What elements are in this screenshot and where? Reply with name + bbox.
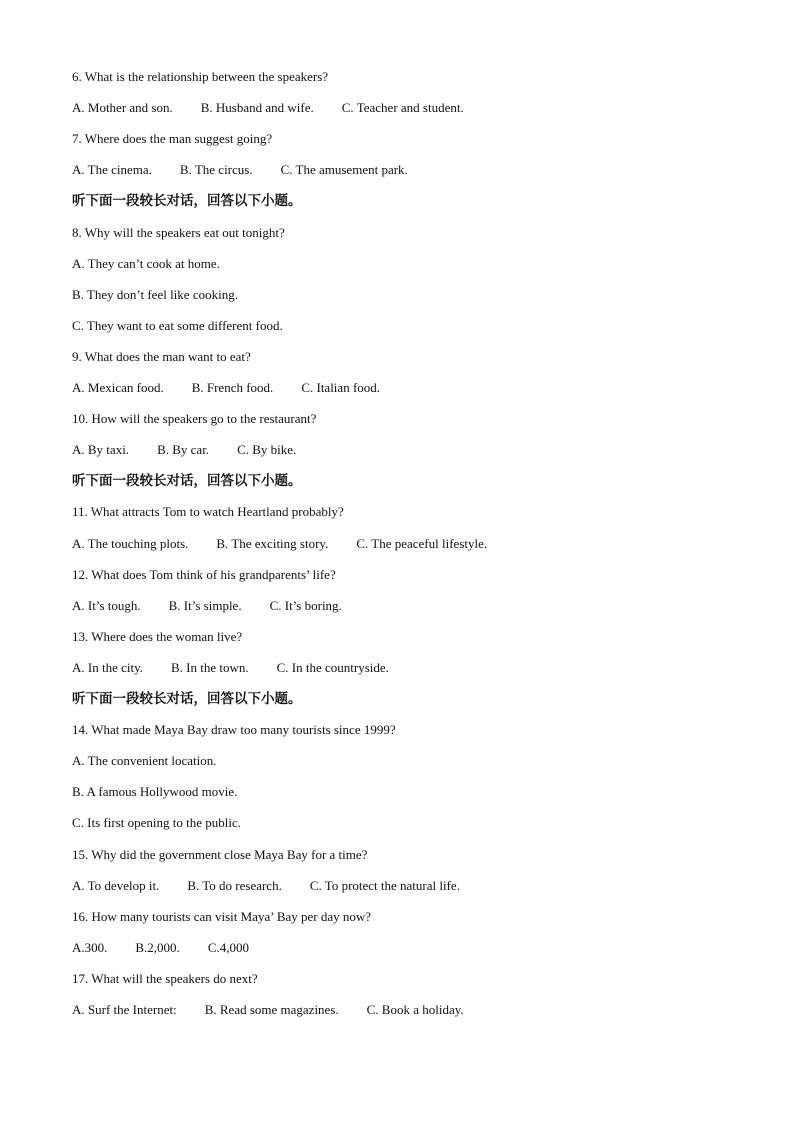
answer-option: B.2,000. xyxy=(135,939,180,955)
section-heading: 听下面一段较长对话，回答以下小题。 xyxy=(72,473,302,490)
options-row xyxy=(72,940,249,956)
question-line: 10. How will the speakers go to the restaurant? xyxy=(72,411,317,427)
answer-option: A. It’s tough. xyxy=(72,597,141,613)
question-line: 14. What made Maya Bay draw too many tourists since 1999? xyxy=(72,722,396,738)
answer-option: B. Read some magazines. xyxy=(204,1002,339,1017)
answer-option: B. By car. xyxy=(157,442,210,458)
answer-option: A. The cinema. xyxy=(72,162,152,178)
answer-option: C. The peaceful lifestyle. xyxy=(356,535,488,551)
answer-option: C. Teacher and student. xyxy=(341,100,464,116)
answer-option: C. It’s boring. xyxy=(269,597,342,613)
answer-option: B. French food. xyxy=(191,380,274,395)
options-row xyxy=(72,162,408,178)
answer-option: C. Book a holiday. xyxy=(366,1002,464,1017)
question-line: A. The convenient location. xyxy=(72,753,217,769)
answer-option: C. By bike. xyxy=(237,442,297,458)
question-line: B. A famous Hollywood movie. xyxy=(72,784,238,800)
options-row xyxy=(72,878,460,894)
question-line: 11. What attracts Tom to watch Heartland probably? xyxy=(72,504,344,520)
options-row xyxy=(72,1002,464,1018)
answer-option: C. The amusement park. xyxy=(280,162,408,178)
answer-option: C. To protect the natural life. xyxy=(309,877,460,893)
question-line: 7. Where does the man suggest going? xyxy=(72,131,273,147)
answer-option: A. To develop it. xyxy=(72,877,160,893)
question-line: 6. What is the relationship between the speakers? xyxy=(72,69,329,84)
section-heading: 听下面一段较长对话，回答以下小题。 xyxy=(72,691,302,707)
question-line: 16. How many tourists can visit Maya’ Bay per day now? xyxy=(72,908,372,924)
answer-option: B. To do research. xyxy=(187,877,282,893)
question-line: 8. Why will the speakers eat out tonight? xyxy=(72,224,285,240)
question-line: 9. What does the man want to eat? xyxy=(72,348,251,364)
section-heading: 听下面一段较长对话，回答以下小题。 xyxy=(72,193,302,210)
answer-option: A. By taxi. xyxy=(72,442,130,458)
question-line: 12. What does Tom think of his grandparents’ life? xyxy=(72,566,336,582)
question-line: 17. What will the speakers do next? xyxy=(72,970,258,986)
options-row xyxy=(72,100,464,116)
options-row xyxy=(72,380,380,396)
options-row xyxy=(72,598,342,614)
answer-option: C. Italian food. xyxy=(301,380,381,395)
question-line: B. They don’t feel like cooking. xyxy=(72,286,238,302)
options-row xyxy=(72,536,487,552)
answer-option: B. Husband and wife. xyxy=(200,100,314,116)
answer-option: B. The exciting story. xyxy=(216,535,329,551)
options-row xyxy=(72,442,296,458)
answer-option: A. In the city. xyxy=(72,659,143,675)
answer-option: B. In the town. xyxy=(171,659,249,675)
answer-option: A. The touching plots. xyxy=(72,535,189,551)
answer-option: B. The circus. xyxy=(179,162,253,178)
answer-option: A.300. xyxy=(72,939,108,955)
options-row xyxy=(72,660,389,676)
answer-option: A. Mother and son. xyxy=(72,100,173,116)
answer-option: A. Surf the Internet: xyxy=(72,1002,177,1017)
question-line: C. They want to eat some different food. xyxy=(72,317,283,333)
question-line: A. They can’t cook at home. xyxy=(72,255,220,271)
answer-option: C.4,000 xyxy=(207,939,249,955)
question-line: 13. Where does the woman live? xyxy=(72,628,243,644)
answer-option: C. In the countryside. xyxy=(276,659,389,675)
question-line: 15. Why did the government close Maya Bay for a time? xyxy=(72,846,368,862)
answer-option: B. It’s simple. xyxy=(168,597,242,613)
question-line: C. Its first opening to the public. xyxy=(72,815,241,831)
answer-option: A. Mexican food. xyxy=(72,380,164,395)
